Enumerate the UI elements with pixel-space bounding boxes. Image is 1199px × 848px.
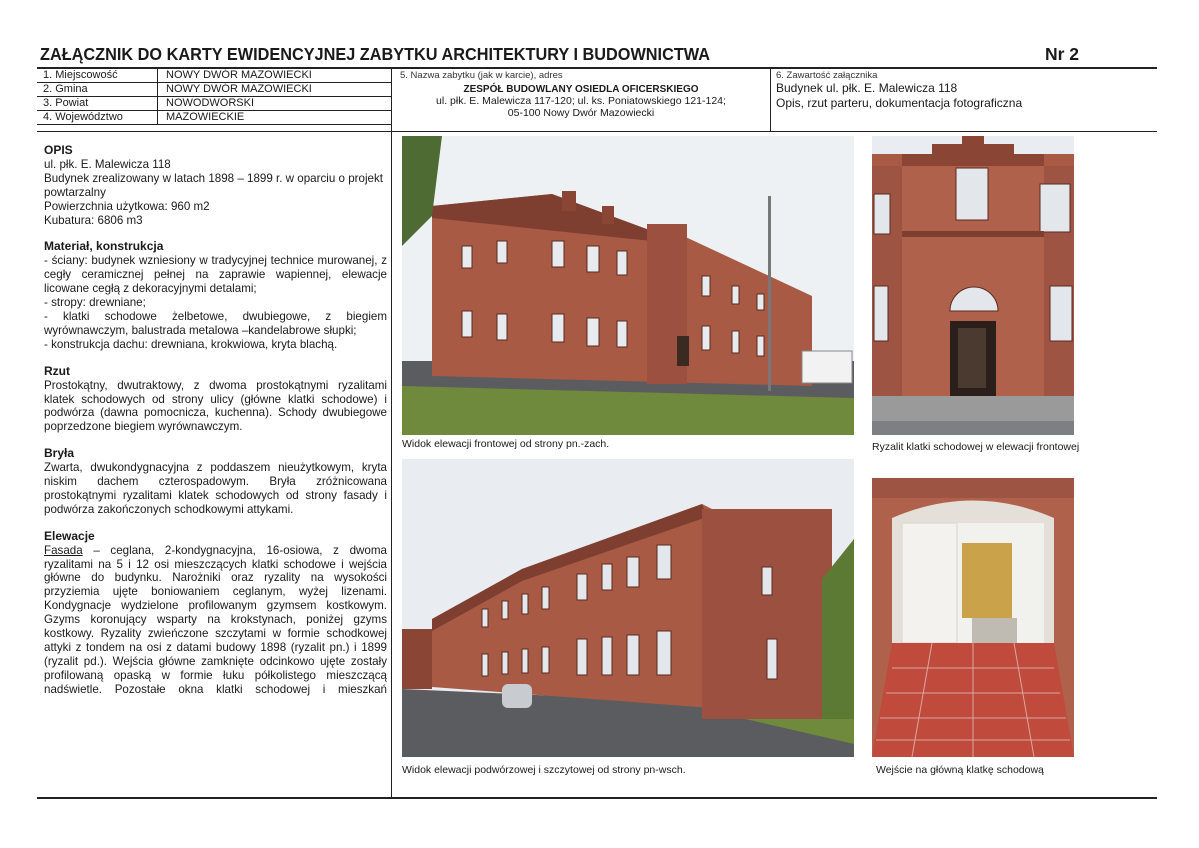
text-paragraph: - konstrukcja dachu: drewniana, krokwiowa, kryta blachą. — [44, 337, 338, 351]
text-paragraph: - klatki schodowe żelbetowe, dwubiegowe, z biegiem wyrównawczym, balustrada metalowa –kandelabrowe słupki; — [44, 309, 387, 337]
attachment-number: Nr 2 — [1044, 44, 1079, 64]
field-label: 4. Województwo — [37, 111, 158, 125]
box-label: 5. Nazwa zabytku (jak w karcie), adres — [400, 70, 563, 81]
text-line: Powierzchnia użytkowa: 960 m2 — [44, 199, 210, 213]
table-row — [37, 97, 391, 111]
text-paragraph: - stropy: drewniane; — [44, 296, 146, 310]
field-label: 1. Miejscowość — [37, 69, 158, 83]
bottom-rule — [37, 797, 1157, 799]
field-value: NOWY DWÓR MAZOWIECKI — [158, 69, 392, 83]
text-line: Kubatura: 6806 m3 — [44, 213, 143, 227]
field-value: MAZOWIECKIE — [158, 111, 392, 125]
photo-caption: Widok elewacji podwórzowej i szczytowej od strony pn-wsch. — [402, 764, 686, 776]
field-value: NOWODWORSKI — [158, 97, 392, 111]
header-divider — [770, 68, 771, 131]
section-bryla — [44, 447, 387, 517]
text-paragraph — [44, 544, 387, 697]
text-paragraph: - ściany: budynek wzniesiony w tradycyjnej technice murowanej, z cegły ceramicznej pełnej na zaprawie wapiennej, elewacje licowane cegłą z dekoracyjnymi detalami; — [44, 254, 387, 296]
photo-caption: Widok elewacji frontowej od strony pn.-zach. — [402, 438, 610, 450]
location-table — [37, 69, 391, 125]
text-paragraph: Zwarta, dwukondygnacyjna z poddaszem nieużytkowym, kryta niskim dachem czterospadowym. Bryła zróżnicowana prostokątnymi ryzalitami klatek schodowych od strony fasady i podwórza zakończonych schodkowymi attykami. — [44, 461, 387, 516]
column-divider — [391, 68, 392, 797]
table-row — [37, 69, 391, 83]
fasada-text: – ceglana, 2-kondygnacyjna, 16-osiowa, z dwoma ryzalitami na 5 i 12 osi mieszczących klatki schodowe i wejścia główne do budynku. Narożniki oraz ryzality na wysokości przyziemia ujęte boniowaniem ceglanym, wyżej lizenami. Kondygnacje wydzielone profilowanym gzymsem kostkowym. Gzyms koronujący wsparty na krokstynach, poniżej gzyms kostkowy. Ryzality zwieńczone szczytami w formie schodkowej attyki z tondem na osi z datami budowy 1898 (ryzalit pn.) i 1899 (ryzalit pd.). Wejścia główne zamknięte odcinkowo ujęte zostały profilowaną opaską w formie łuku półkolistego mieszczącą nadświetle. Pozostałe okna klatki schodowej i mieszkań — [44, 543, 387, 696]
monument-name: ZESPÓŁ BUDOWLANY OSIEDLA OFICERSKIEGO — [463, 84, 699, 95]
description-column — [44, 144, 387, 710]
section-heading: Bryła — [44, 446, 75, 461]
box-label: 6. Zawartość załącznika — [776, 70, 878, 81]
contents-line-1: Budynek ul. płk. E. Malewicza 118 — [776, 81, 958, 95]
attachment-contents-box — [776, 70, 1156, 111]
page-title: ZAŁĄCZNIK DO KARTY EWIDENCYJNEJ ZABYTKU ARCHITEKTURY I BUDOWNICTWA — [40, 44, 710, 64]
table-row — [37, 83, 391, 97]
monument-address-2: 05-100 Nowy Dwór Mazowiecki — [507, 107, 655, 119]
section-heading: Elewacje — [44, 528, 95, 543]
monument-address-1: ul. płk. E. Malewicza 117-120; ul. ks. Poniatowskiego 121-124; — [436, 95, 726, 107]
text-line: ul. płk. E. Malewicza 118 — [44, 157, 171, 171]
field-label: 2. Gmina — [37, 83, 158, 97]
contents-line-2: Opis, rzut parteru, dokumentacja fotograficzna — [776, 96, 1023, 110]
field-value: NOWY DWÓR MAZOWIECKI — [158, 83, 392, 97]
monument-name-box — [396, 70, 766, 119]
section-heading: Rzut — [44, 363, 70, 378]
text-line: Budynek zrealizowany w latach 1898 – 1899 r. w oparciu o projekt powtarzalny — [44, 171, 383, 199]
photo-front-elevation — [402, 136, 854, 435]
text-paragraph: Prostokątny, dwutraktowy, z dwoma prostokątnymi ryzalitami klatek schodowych od strony ulicy (główne klatki schodowe) i podwórza (dawna pomocnicza, kuchenna). Schody dwubiegowe poprzedzone biegiem wyrównawczym. — [44, 378, 387, 434]
section-rzut — [44, 365, 387, 435]
photo-caption: Wejście na główną klatkę schodową — [876, 764, 1044, 776]
photo-entrance — [872, 478, 1074, 757]
section-material — [44, 240, 387, 351]
section-heading: OPIS — [44, 143, 73, 157]
photo-courtyard-elevation — [402, 459, 854, 757]
photo-caption: Ryzalit klatki schodowej w elewacji frontowej — [872, 441, 1080, 453]
header-bottom-rule — [37, 131, 1157, 132]
table-row — [37, 111, 391, 125]
field-label: 3. Powiat — [37, 97, 158, 111]
fasada-label: Fasada — [44, 543, 83, 557]
photo-staircase-risalit — [872, 136, 1074, 435]
section-elewacje — [44, 530, 387, 697]
section-heading: Materiał, konstrukcja — [44, 239, 164, 254]
section-opis — [44, 144, 387, 227]
